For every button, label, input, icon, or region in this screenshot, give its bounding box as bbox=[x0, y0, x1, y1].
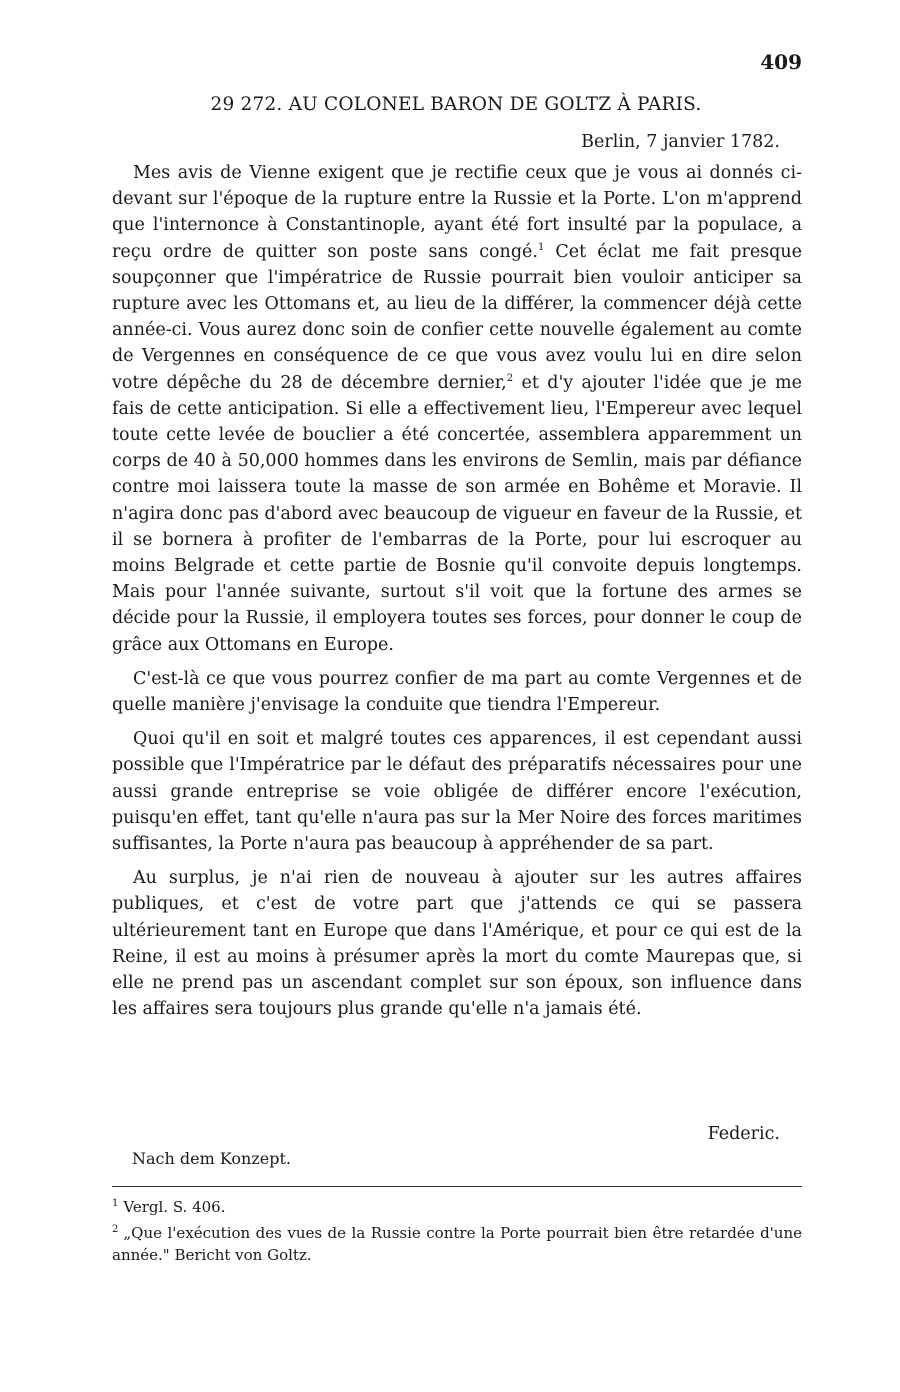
footnote-divider bbox=[112, 1186, 802, 1187]
footnote bbox=[112, 1219, 802, 1266]
dateline: Berlin, 7 janvier 1782. bbox=[581, 132, 780, 152]
paragraph-text: Cet éclat me fait presque soupçonner que l'impératrice de Russie pourrait bien vouloir anticiper sa rupture avec les Ottomans et, au lieu de la différer, la commencer déjà cette année-ci. Vous aurez donc soin de confier cette nouvelle également au comte de Vergennes en conséquence de ce que vous avez voulu lui en dire selon votre dépêche du 28 de décembre dernier, bbox=[112, 241, 802, 393]
source-note: Nach dem Konzept. bbox=[132, 1149, 291, 1168]
footnote-ref: 2 bbox=[506, 372, 514, 384]
page-number: 409 bbox=[760, 50, 802, 74]
paragraph: Au surplus, je n'ai rien de nouveau à ajouter sur les autres affaires publiques, et c'est de votre part que j'attends ce qui se passera ultérieurement tant en Europe que dans l'Amérique, et pour ce qui est de la Reine, il est au moins à présumer après la mort du comte Maurepas que, si elle ne prend pas un ascendant complet sur son époux, son influence dans les affaires sera toujours plus grande qu'elle n'a jamais été. bbox=[112, 868, 802, 1020]
footnote-mark: 2 bbox=[112, 1224, 119, 1235]
footnote-mark: 1 bbox=[112, 1198, 119, 1209]
letter-title: 29 272. AU COLONEL BARON DE GOLTZ À PARIS. bbox=[210, 94, 702, 115]
signature: Federic. bbox=[707, 1124, 780, 1144]
footnote bbox=[112, 1193, 802, 1218]
footnote-text: „Que l'exécution des vues de la Russie contre la Porte pourrait bien être retardée d'une année." Bericht von Goltz. bbox=[112, 1224, 802, 1264]
paragraph-text: Mes avis de Vienne exigent que je rectifie ceux que je vous ai donnés ci-devant sur l'époque de la rupture entre la Russie et la Porte. L'on m'apprend que l'internonce à Constantinople, ayant été fort insulté par la populace, a reçu ordre de quitter son poste sans congé. bbox=[112, 163, 802, 262]
paragraph bbox=[112, 160, 802, 658]
paragraph-text: et d'y ajouter l'idée que je me fais de cette anticipation. Si elle a effectivement lieu, l'Empereur avec lequel toute cette levée de bouclier a été concertée, assemblera apparemment un corps de 40 à 50,000 hommes dans les environs de Semlin, mais par défiance contre moi laissera toute la masse de son armée en Bohême et Moravie. Il n'agira donc pas d'abord avec beaucoup de vigueur en faveur de la Russie, et il se bornera à profiter de l'embarras de la Porte, pour lui escroquer au moins Belgrade et cette partie de Bosnie qu'il convoite depuis longtemps. Mais pour l'année suivante, surtout s'il voit que la fortune des armes se décide pour la Russie, il employera toutes ses forces, pour donner le coup de grâce aux Ottomans en Europe. bbox=[112, 372, 802, 655]
paragraph: Quoi qu'il en soit et malgré toutes ces apparences, il est cependant aussi possible que l'Impératrice par le défaut des préparatifs nécessaires pour une aussi grande entreprise se voie obligée de différer encore l'exécution, puisqu'en effet, tant qu'elle n'aura pas sur la Mer Noire des forces maritimes suffisantes, la Porte n'aura pas beaucoup à appréhender de sa part. bbox=[112, 729, 802, 855]
footnote-text: Vergl. S. 406. bbox=[123, 1198, 226, 1216]
letter-body bbox=[112, 160, 802, 1031]
footnotes bbox=[112, 1193, 802, 1267]
footnote-ref: 1 bbox=[537, 241, 545, 253]
paragraph: C'est-là ce que vous pourrez confier de ma part au comte Vergennes et de quelle manière j'envisage la conduite que tiendra l'Empereur. bbox=[112, 668, 802, 716]
